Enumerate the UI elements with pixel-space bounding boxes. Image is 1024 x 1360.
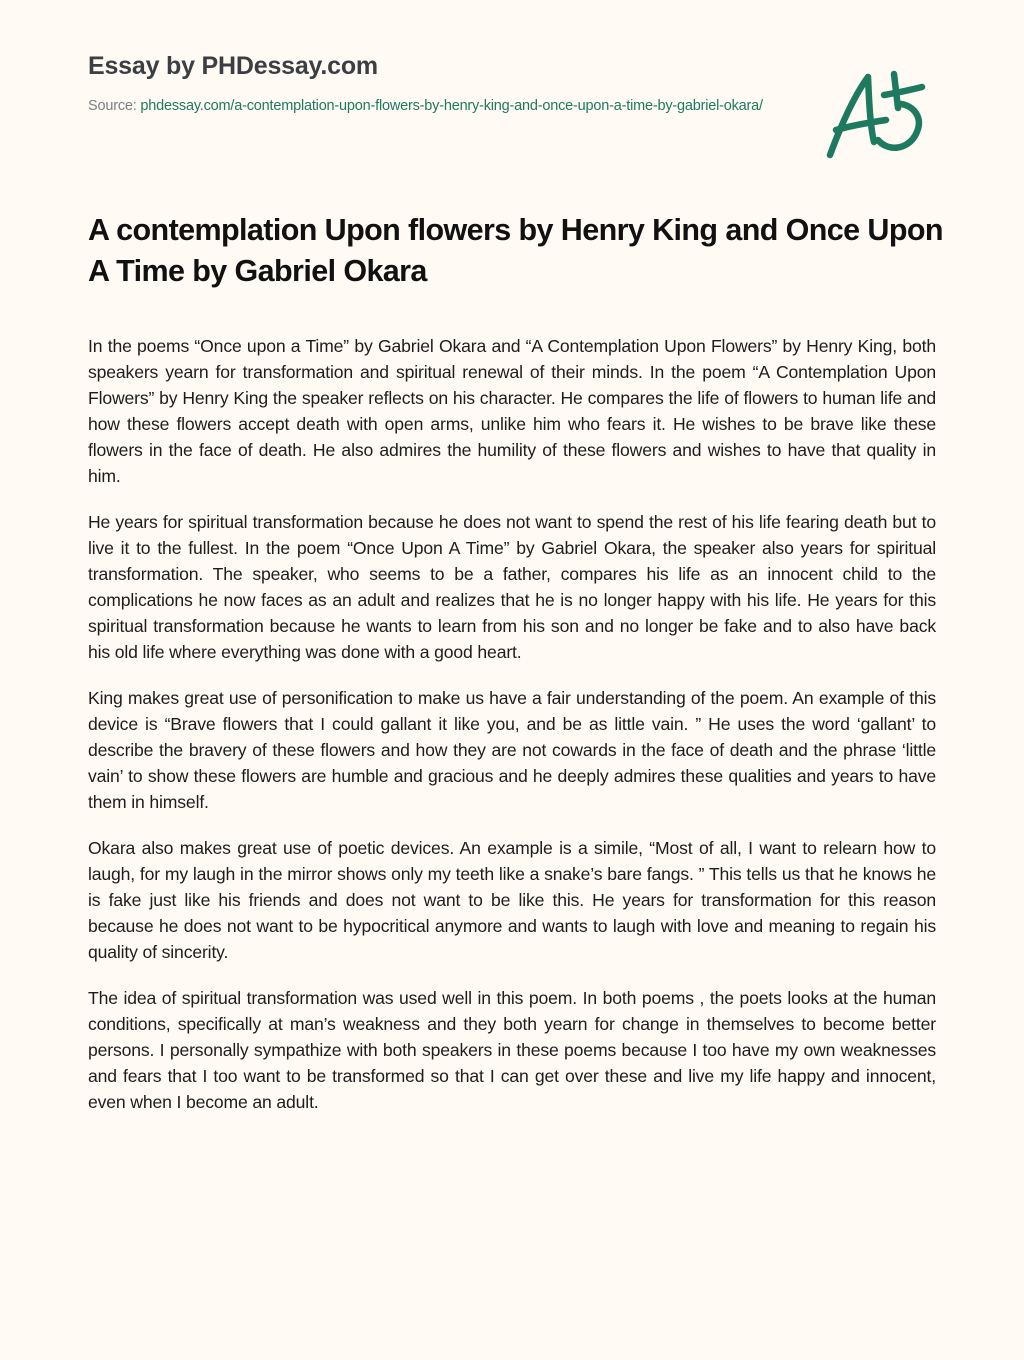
source-label: Source:	[88, 98, 141, 114]
a-plus-grade-icon	[818, 60, 938, 170]
essay-paragraph: The idea of spiritual transformation was used well in this poem. In both poems , the poets looks at the human conditions, specifically at man’s weakness and they both yearn for change in themselves to become better persons. I personally sympathize with both speakers in these poems because I too have my own weaknesses and fears that I too want to be transformed so that I can get over these and live my life happy and innocent, even when I become an adult.	[88, 988, 936, 1112]
essay-title: A contemplation Upon flowers by Henry King and Once Upon A Time by Gabriel Okara	[88, 213, 943, 288]
essay-paragraph: Okara also makes great use of poetic devices. An example is a simile, “Most of all, I want to relearn how to laugh, for my laugh in the mirror shows only my teeth like a snake’s bare fangs. ” This tells us that he knows he is fake just like his friends and does not want to be like this. He years for transformation for this reason because he does not want to be hypocritical anymore and wants to laugh with love and meaning to regain his quality of sincerity.	[88, 838, 936, 962]
essay-paragraph: King makes great use of personification to make us have a fair understanding of the poem. An example of this device is “Brave flowers that I could gallant it like you, and be as little vain. ” He uses the word ‘gallant’ to describe the bravery of these flowers and how they are not cowards in the face of death and the phrase ‘little vain’ to show these flowers are humble and gracious and he deeply admires these qualities and years to have them in himself.	[88, 688, 936, 812]
essay-paragraph: In the poems “Once upon a Time” by Gabriel Okara and “A Contemplation Upon Flowers” by Henry King, both speakers yearn for transformation and spiritual renewal of their minds. In the poem “A Contemplation Upon Flowers” by Henry King the speaker reflects on his character. He compares the life of flowers to human life and how these flowers accept death with open arms, unlike him who fears it. He wishes to be brave like these flowers in the face of death. He also admires the humility of these flowers and wishes to have that quality in him.	[88, 336, 936, 486]
site-title: Essay by PHDessay.com	[88, 52, 378, 80]
page-header	[88, 48, 768, 117]
essay-paragraph: He years for spiritual transformation because he does not want to spend the rest of his life fearing death but to live it to the fullest. In the poem “Once Upon A Time” by Gabriel Okara, the speaker also years for spiritual transformation. The speaker, who seems to be a father, compares his life as an innocent child to the complications he now faces as an adult and realizes that he is no longer happy with his life. He years for this spiritual transformation because he wants to learn from his son and no longer be fake and to also have back his old life where everything was done with a good heart.	[88, 512, 936, 662]
source-link[interactable]: phdessay.com/a-contemplation-upon-flowers-by-henry-king-and-once-upon-a-time-by-gabriel-okara/	[140, 98, 763, 114]
essay-body	[88, 333, 936, 1135]
source-line	[88, 96, 768, 117]
